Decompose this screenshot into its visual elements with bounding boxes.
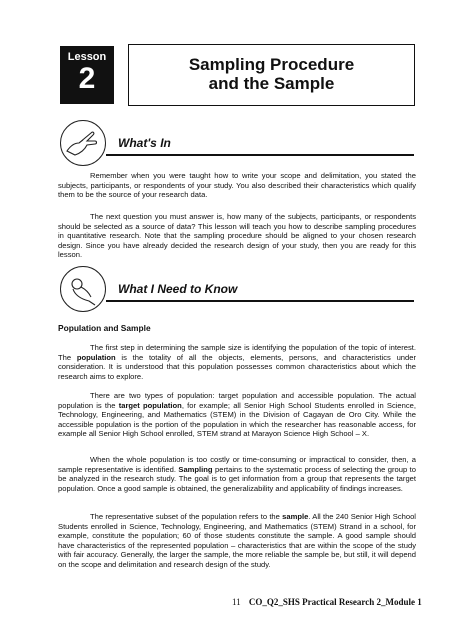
need-to-know-paragraph-1: The first step in determining the sample size is identifying the population of the topic of interest. The population is the totality of all the objects, elements, persons, and characteristics under consideration. It is understood that this population possesses common characteristics about which the research aims to explore. (58, 343, 416, 381)
need-to-know-paragraph-4: The representative subset of the population refers to the sample. All the 240 Senior High School Students enrolled in Science, Technology, Engineering, and Mathematics (STEM) Strand in a school, for example, constitute the population; 60 of those students constitute the sample. A good sample should have characteristics of the represented population – characteristics that are within the scope of the study with fair accuracy. Generally, the larger the sample, the more reliable the sample be, but still, it will depend on the scope and delimitation and research design of the study. (58, 512, 416, 569)
lesson-number-box (60, 46, 114, 104)
footer-text: CO_Q2_SHS Practical Research 2_Module 1 (248, 597, 422, 607)
need-to-know-paragraph-3: When the whole population is too costly or time-consuming or impractical to consider, then, a sample representative is identified. Sampling pertains to the systematic process of selecting the group to be analyzed in the research study. The goal is to get information from a group that represents the target population. Once a good sample is obtained, the generalizability and applicability of findings increases. (58, 455, 416, 493)
lesson-label: Lesson (67, 51, 107, 63)
whats-in-paragraph-2: The next question you must answer is, how many of the subjects, participants, or respondents should be selected as a source of data? This lesson will teach you how to describe sampling procedures in quantitative research. Note that the sampling procedure should be aligned to your chosen research design. Since you have already decided the research design of your study, then you are ready for this lesson. (58, 212, 416, 260)
lesson-title-box (128, 44, 415, 106)
lesson-number: 2 (78, 62, 96, 95)
need-to-know-divider (106, 300, 414, 302)
hand-holding-icon (60, 266, 106, 312)
need-to-know-paragraph-2: There are two types of population: target population and accessible population. The actual population is the target population, for example; all Senior High School Students enrolled in Science, Technology, Engineering, and Mathematics (STEM) in the Division of Cagayan de Oro City. While the accessible population is the portion of the population in which the researcher has reasonable access, for example all Senior High School enrolled, STEM strand at Marayon Science High School – X. (58, 391, 417, 439)
whats-in-heading: What's In (118, 136, 171, 150)
whats-in-divider (106, 154, 414, 156)
pointing-hand-icon (60, 120, 106, 166)
lesson-title-line-1: Sampling Procedure (188, 55, 355, 74)
page-number: 11 (232, 597, 241, 607)
population-sample-subheading: Population and Sample (58, 323, 151, 333)
lesson-title-line-2: and the Sample (208, 74, 335, 93)
whats-in-paragraph-1: Remember when you were taught how to write your scope and delimitation, you stated the subjects, participants, or respondents of your study. You also described their characteristics which qualify them to be the source of your research data. (58, 171, 416, 200)
need-to-know-heading: What I Need to Know (118, 282, 238, 296)
page-footer (232, 597, 422, 607)
